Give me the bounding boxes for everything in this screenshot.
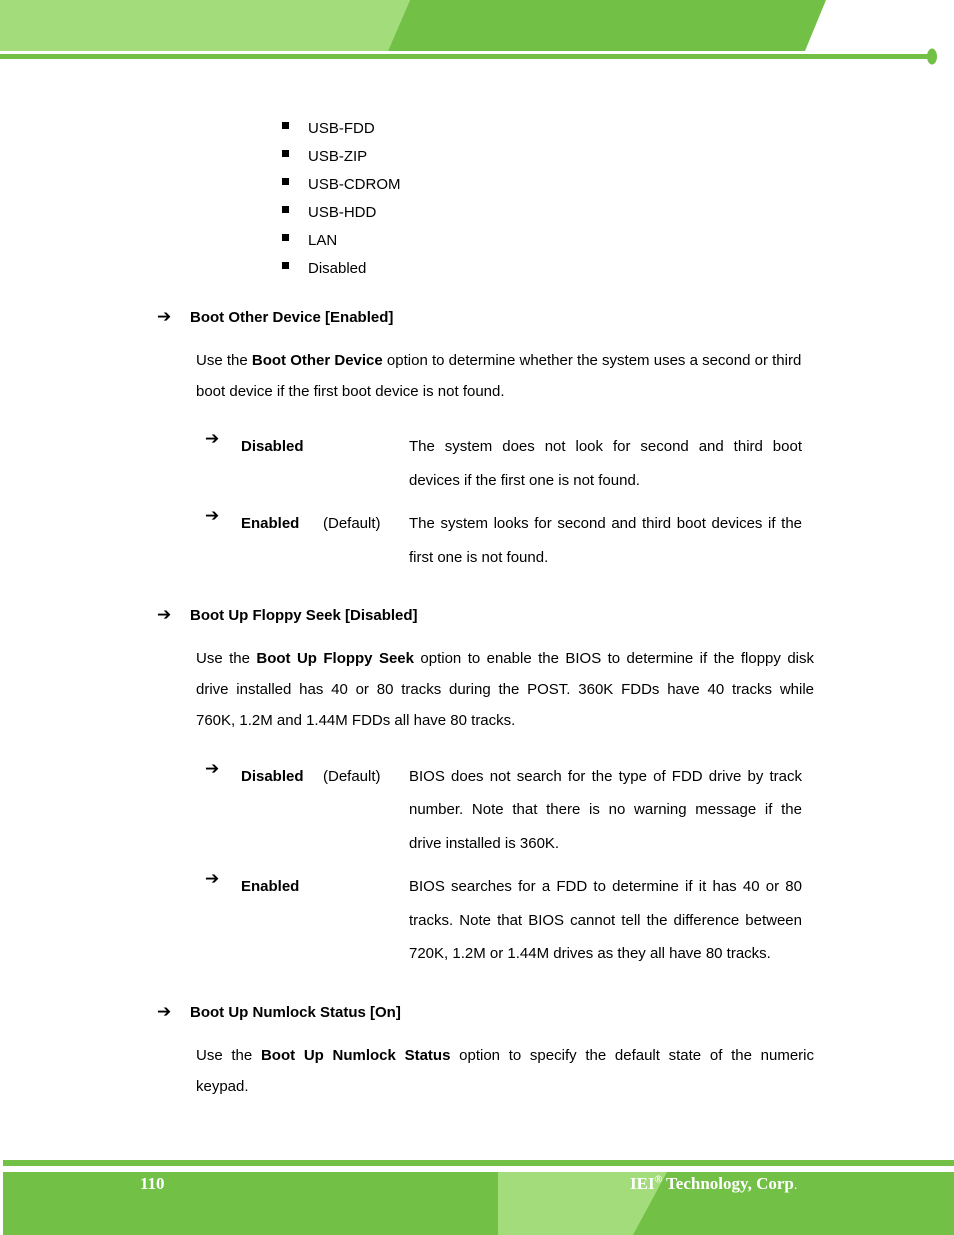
section-description: drive installed has 40 or 80 tracks during the POST. 360K FDDs have 40 tracks while [196, 681, 814, 698]
header-banner [0, 0, 954, 70]
section-heading: Boot Up Floppy Seek [Disabled] [190, 607, 418, 624]
list-item: LAN [308, 232, 338, 249]
arrow-right-icon: ➔ [205, 429, 220, 449]
option-description: BIOS does not search for the type of FDD drive by track [409, 768, 802, 785]
section-heading: Boot Up Numlock Status [On] [190, 1004, 401, 1021]
list-item: USB-FDD [308, 120, 375, 137]
list-bullet [282, 262, 289, 269]
company-name: IEI® Technology, Corp. [630, 1174, 798, 1193]
option-name: Disabled [241, 768, 304, 785]
section-description: Use the Boot Up Numlock Status option to specify the default state of the numeric [196, 1047, 814, 1064]
option-description: The system looks for second and third boot devices if the [409, 515, 802, 532]
page-number: 110 [140, 1174, 165, 1193]
option-description: devices if the first one is not found. [409, 472, 640, 489]
section-heading: Boot Other Device [Enabled] [190, 309, 394, 326]
list-item: USB-ZIP [308, 148, 368, 165]
arrow-right-icon: ➔ [205, 869, 220, 889]
list-bullet [282, 150, 289, 157]
option-name: Enabled [241, 515, 300, 532]
section-description: Use the Boot Up Floppy Seek option to enable the BIOS to determine if the floppy disk [196, 650, 814, 667]
list-item: USB-HDD [308, 204, 377, 221]
option-description: 720K, 1.2M or 1.44M drives as they all have 80 tracks. [409, 945, 771, 962]
option-description: BIOS searches for a FDD to determine if it has 40 or 80 [409, 878, 802, 895]
section-description: Use the Boot Other Device option to determine whether the system uses a second or third [196, 352, 802, 369]
section-description: boot device if the first boot device is not found. [196, 383, 505, 400]
list-bullet [282, 234, 289, 241]
list-item: USB-CDROM [308, 176, 401, 193]
option-description: drive installed is 360K. [409, 835, 560, 852]
footer-banner [0, 1155, 954, 1235]
section-description: 760K, 1.2M and 1.44M FDDs all have 80 tracks. [196, 712, 516, 729]
option-name: Disabled [241, 438, 304, 455]
option-description: number. Note that there is no warning message if the [409, 801, 802, 818]
option-description: first one is not found. [409, 549, 549, 566]
option-default: (Default) [323, 515, 381, 532]
arrow-right-icon: ➔ [157, 307, 172, 327]
arrow-right-icon: ➔ [157, 1002, 172, 1022]
section-description: keypad. [196, 1078, 249, 1095]
option-description: The system does not look for second and third boot [409, 438, 802, 455]
list-bullet [282, 178, 289, 185]
list-item: Disabled [308, 260, 367, 277]
arrow-right-icon: ➔ [205, 506, 220, 526]
list-bullet [282, 122, 289, 129]
option-name: Enabled [241, 878, 300, 895]
arrow-right-icon: ➔ [205, 759, 220, 779]
option-description: tracks. Note that BIOS cannot tell the difference between [409, 912, 802, 929]
arrow-right-icon: ➔ [157, 605, 172, 625]
list-bullet [282, 206, 289, 213]
option-default: (Default) [323, 768, 381, 785]
